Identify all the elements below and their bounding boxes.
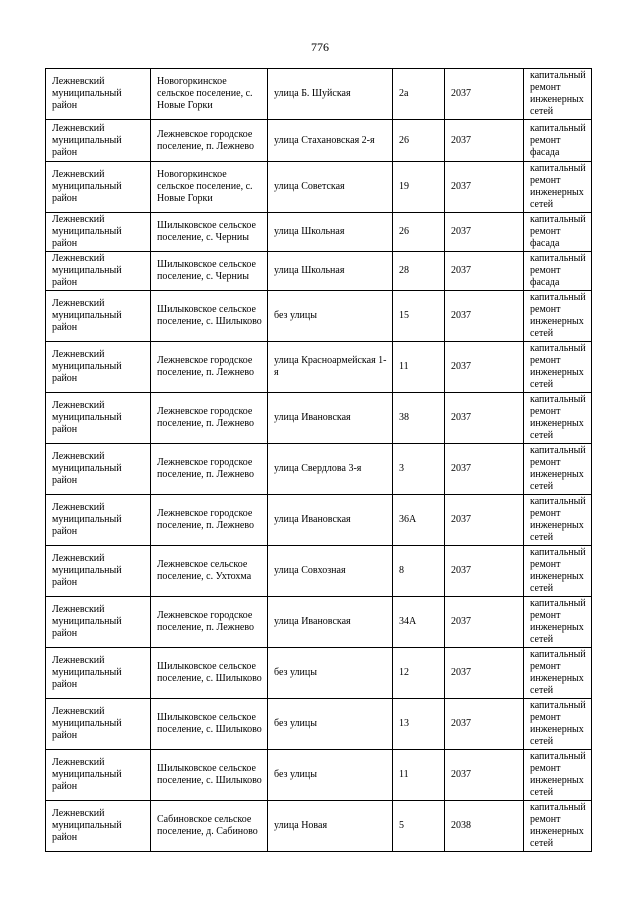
district-cell: Лежневский муниципальный район <box>46 801 151 852</box>
house-number-cell: 11 <box>393 342 445 393</box>
settlement-cell: Шилыковское сельское поселение, с. Шилыково <box>151 291 268 342</box>
table-row <box>46 495 592 546</box>
district-cell: Лежневский муниципальный район <box>46 444 151 495</box>
repair-schedule-table <box>45 68 592 852</box>
work-type-cell: капитальный ремонт инженерных сетей <box>524 495 592 546</box>
street-cell: улица Совхозная <box>268 546 393 597</box>
house-number-cell: 26 <box>393 120 445 162</box>
year-cell: 2037 <box>445 213 524 252</box>
house-number-cell: 34А <box>393 597 445 648</box>
year-cell: 2037 <box>445 393 524 444</box>
year-cell: 2037 <box>445 648 524 699</box>
street-cell: без улицы <box>268 699 393 750</box>
work-type-cell: капитальный ремонт инженерных сетей <box>524 750 592 801</box>
settlement-cell: Новогоркинское сельское поселение, с. Новые Горки <box>151 69 268 120</box>
page-number: 776 <box>311 40 329 54</box>
settlement-cell: Лежневское сельское поселение, с. Ухтохма <box>151 546 268 597</box>
house-number-cell: 13 <box>393 699 445 750</box>
street-cell: улица Школьная <box>268 252 393 291</box>
house-number-cell: 15 <box>393 291 445 342</box>
street-cell: улица Свердлова 3-я <box>268 444 393 495</box>
district-cell: Лежневский муниципальный район <box>46 648 151 699</box>
year-cell: 2037 <box>445 699 524 750</box>
table-row <box>46 750 592 801</box>
street-cell: без улицы <box>268 750 393 801</box>
street-cell: без улицы <box>268 291 393 342</box>
work-type-cell: капитальный ремонт инженерных сетей <box>524 648 592 699</box>
year-cell: 2037 <box>445 120 524 162</box>
work-type-cell: капитальный ремонт инженерных сетей <box>524 699 592 750</box>
street-cell: улица Школьная <box>268 213 393 252</box>
table-row <box>46 648 592 699</box>
house-number-cell: 19 <box>393 162 445 213</box>
settlement-cell: Шилыковское сельское поселение, с. Черниы <box>151 252 268 291</box>
table-row <box>46 393 592 444</box>
district-cell: Лежневский муниципальный район <box>46 69 151 120</box>
district-cell: Лежневский муниципальный район <box>46 162 151 213</box>
district-cell: Лежневский муниципальный район <box>46 699 151 750</box>
year-cell: 2037 <box>445 291 524 342</box>
settlement-cell: Лежневское городское поселение, п. Лежнево <box>151 393 268 444</box>
work-type-cell: капитальный ремонт инженерных сетей <box>524 444 592 495</box>
year-cell: 2037 <box>445 162 524 213</box>
district-cell: Лежневский муниципальный район <box>46 393 151 444</box>
year-cell: 2037 <box>445 597 524 648</box>
district-cell: Лежневский муниципальный район <box>46 120 151 162</box>
year-cell: 2037 <box>445 444 524 495</box>
year-cell: 2038 <box>445 801 524 852</box>
year-cell: 2037 <box>445 750 524 801</box>
work-type-cell: капитальный ремонт инженерных сетей <box>524 546 592 597</box>
year-cell: 2037 <box>445 69 524 120</box>
table-row <box>46 444 592 495</box>
house-number-cell: 8 <box>393 546 445 597</box>
district-cell: Лежневский муниципальный район <box>46 546 151 597</box>
table-row <box>46 597 592 648</box>
settlement-cell: Сабиновское сельское поселение, д. Сабиново <box>151 801 268 852</box>
settlement-cell: Лежневское городское поселение, п. Лежнево <box>151 342 268 393</box>
settlement-cell: Шилыковское сельское поселение, с. Шилыково <box>151 699 268 750</box>
street-cell: улица Ивановская <box>268 495 393 546</box>
settlement-cell: Лежневское городское поселение, п. Лежнево <box>151 444 268 495</box>
year-cell: 2037 <box>445 546 524 597</box>
work-type-cell: капитальный ремонт фасада <box>524 252 592 291</box>
settlement-cell: Шилыковское сельское поселение, с. Шилыково <box>151 648 268 699</box>
street-cell: улица Стахановская 2-я <box>268 120 393 162</box>
work-type-cell: капитальный ремонт инженерных сетей <box>524 69 592 120</box>
district-cell: Лежневский муниципальный район <box>46 213 151 252</box>
year-cell: 2037 <box>445 495 524 546</box>
work-type-cell: капитальный ремонт инженерных сетей <box>524 393 592 444</box>
district-cell: Лежневский муниципальный район <box>46 750 151 801</box>
work-type-cell: капитальный ремонт инженерных сетей <box>524 291 592 342</box>
work-type-cell: капитальный ремонт инженерных сетей <box>524 162 592 213</box>
work-type-cell: капитальный ремонт инженерных сетей <box>524 801 592 852</box>
street-cell: улица Советская <box>268 162 393 213</box>
house-number-cell: 38 <box>393 393 445 444</box>
work-type-cell: капитальный ремонт фасада <box>524 120 592 162</box>
street-cell: улица Красноармейская 1-я <box>268 342 393 393</box>
settlement-cell: Лежневское городское поселение, п. Лежнево <box>151 597 268 648</box>
settlement-cell: Новогоркинское сельское поселение, с. Новые Горки <box>151 162 268 213</box>
table-row <box>46 801 592 852</box>
table-row <box>46 699 592 750</box>
table-row <box>46 342 592 393</box>
street-cell: улица Новая <box>268 801 393 852</box>
street-cell: улица Ивановская <box>268 597 393 648</box>
table-row <box>46 162 592 213</box>
work-type-cell: капитальный ремонт инженерных сетей <box>524 597 592 648</box>
year-cell: 2037 <box>445 342 524 393</box>
settlement-cell: Лежневское городское поселение, п. Лежнево <box>151 120 268 162</box>
table-row <box>46 252 592 291</box>
table-body <box>46 69 592 852</box>
house-number-cell: 26 <box>393 213 445 252</box>
street-cell: улица Ивановская <box>268 393 393 444</box>
table-row <box>46 546 592 597</box>
house-number-cell: 28 <box>393 252 445 291</box>
table-row <box>46 120 592 162</box>
house-number-cell: 11 <box>393 750 445 801</box>
table-row <box>46 69 592 120</box>
street-cell: улица Б. Шуйская <box>268 69 393 120</box>
year-cell: 2037 <box>445 252 524 291</box>
house-number-cell: 2а <box>393 69 445 120</box>
settlement-cell: Шилыковское сельское поселение, с. Шилыково <box>151 750 268 801</box>
house-number-cell: 3 <box>393 444 445 495</box>
table-row <box>46 213 592 252</box>
work-type-cell: капитальный ремонт фасада <box>524 213 592 252</box>
settlement-cell: Шилыковское сельское поселение, с. Черниы <box>151 213 268 252</box>
house-number-cell: 12 <box>393 648 445 699</box>
house-number-cell: 5 <box>393 801 445 852</box>
table-row <box>46 291 592 342</box>
district-cell: Лежневский муниципальный район <box>46 342 151 393</box>
district-cell: Лежневский муниципальный район <box>46 291 151 342</box>
district-cell: Лежневский муниципальный район <box>46 495 151 546</box>
work-type-cell: капитальный ремонт инженерных сетей <box>524 342 592 393</box>
district-cell: Лежневский муниципальный район <box>46 597 151 648</box>
settlement-cell: Лежневское городское поселение, п. Лежнево <box>151 495 268 546</box>
district-cell: Лежневский муниципальный район <box>46 252 151 291</box>
street-cell: без улицы <box>268 648 393 699</box>
house-number-cell: 36А <box>393 495 445 546</box>
